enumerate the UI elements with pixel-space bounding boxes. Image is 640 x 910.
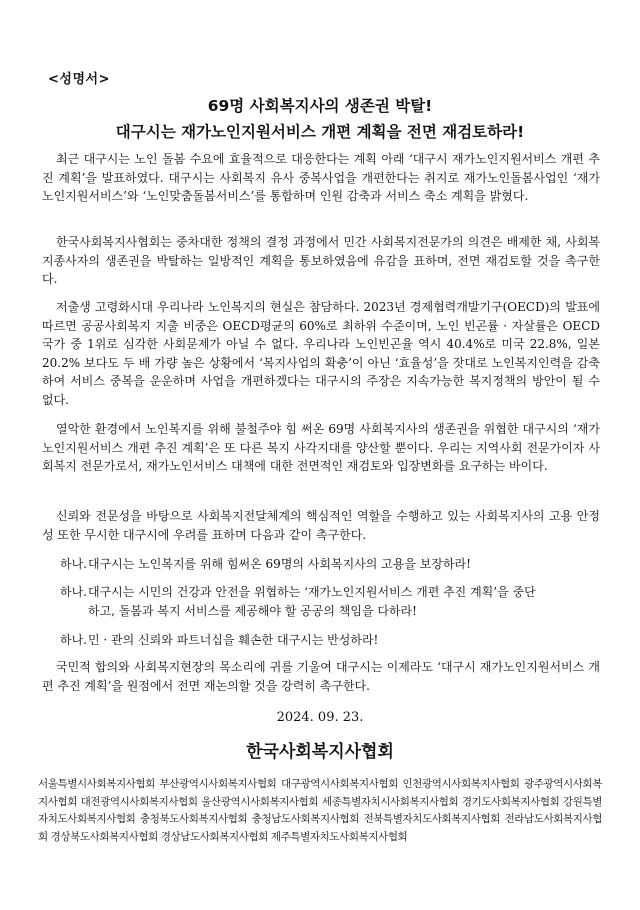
member-associations: 서울특별시사회복지사협회 부산광역시사회복지사협회 대구광역시사회복지사협회 인천광역시사회복지사협회 광주광역시사회복지사협회 대전광역시사회복지사협회 울산광역시사회복지사협회 세종특별자치시사회복지사협회 경기도사회복지사협회 강원특별자치도사회복지사협회 충청북도사회복지사협회 충청남도사회복지사협회 전북특별자치도사회복지사협회 전라남도사회복지사협회 경상북도사회복지사협회 경상남도사회복지사협회 제주특별자치도사회복지사협회 <box>38 778 602 843</box>
title-line-2: 대구시는 재가노인지원서비스 개편 계획을 전면 재검토하라! <box>115 123 525 141</box>
paragraph-5: 신뢰와 전문성을 바탕으로 사회복지전달체계의 핵심적인 역할을 수행하고 있는 사회복지사의 고용 안정성 또한 무시한 대구시에 우려를 표하며 다음과 같이 촉구한다. <box>42 509 600 542</box>
paragraph-3: 저출생 고령화시대 우리나라 노인복지의 현실은 참담하다. 2023년 경제협력개발기구(OECD)의 발표에 따르면 공공사회복지 지출 비중은 OECD평균의 60%로 최하위 수준이며, 노인 빈곤률 · 자살률은 OECD 국가 중 1위로 심각한 사회문제가 아닐 수 없다. 우리나라 노인빈곤율 역시 40.4%로 미국 22.8%, 일본 20.2% 보다도 두 배 가량 높은 상황에서 ‘복지사업의 확충’이 아닌 ‘효율성’을 잣대로 노인복지인력을 감축하여 서비스 중복을 운운하며 사업을 개편하겠다는 대구시의 주장은 지속가능한 복지정책의 방안이 될 수 없다. <box>42 300 600 407</box>
demand-text-continued: 하고, 돌봄과 복지 서비스를 제공해야 할 공공의 책임을 다하라! <box>88 603 417 618</box>
paragraph-4: 열악한 환경에서 노인복지를 위해 불철주야 힘 써온 69명 사회복지사의 생존권을 위협한 대구시의 ‘재가노인지원서비스 개편 추진 계획’은 또 다른 복지 사각지대를 양산할 뿐이다. 우리는 지역사회 전문가이자 사회복지 전문가로서, 재가노인서비스 대책에 대한 전면적인 재검토와 입장변화를 요구하는 바이다. <box>42 422 600 474</box>
statement-date: 2024. 09. 23. <box>276 710 364 725</box>
paragraph-1: 최근 대구시는 노인 돌봄 수요에 효율적으로 대응한다는 계획 아래 ‘대구시 재가노인지원서비스 개편 추진 계획’을 발표하였다. 대구시는 사회복지 유사 중복사업을 개편한다는 취지로 재가노인돌봄사업인 ‘재가노인지원서비스’와 ‘노인맞춤돌봄서비스’를 통합하며 인원 감축과 서비스 축소 계획을 밝혔다. <box>42 152 600 204</box>
organization-name: 한국사회복지사협회 <box>246 742 394 762</box>
demand-head: 하나. <box>60 585 87 599</box>
title-line-1: 69명 사회복지사의 생존권 박탈! <box>207 97 433 115</box>
demand-text: 대구시는 시민의 건강과 안전을 위협하는 ‘재가노인지원서비스 개편 추진 계획’을 중단 <box>88 585 536 599</box>
demand-3 <box>60 631 600 650</box>
paragraph-2: 한국사회복지사협회는 중차대한 정책의 결정 과정에서 민간 사회복지전문가의 의견은 배제한 채, 사회복지종사자의 생존권을 박탈하는 일방적인 계획을 통보하였음에 유감을 표하며, 전면 재검토할 것을 촉구한다. <box>42 235 600 287</box>
closing-paragraph: 국민적 합의와 사회복지현장의 목소리에 귀를 기울여 대구시는 이제라도 ‘대구시 재가노인지원서비스 개편 추진 계획’을 원점에서 전면 재논의할 것을 강력히 촉구한다. <box>42 660 600 693</box>
demand-head: 하나. <box>60 633 87 647</box>
demand-text: 대구시는 노인복지를 위해 힘써온 69명의 사회복지사의 고용을 보장하라! <box>88 557 471 571</box>
demand-2 <box>60 583 600 620</box>
demand-1 <box>60 555 600 574</box>
demand-head: 하나. <box>60 557 87 571</box>
statement-label: <성명서> <box>48 72 110 87</box>
demand-text: 민 · 관의 신뢰와 파트너십을 훼손한 대구시는 반성하라! <box>88 633 379 647</box>
